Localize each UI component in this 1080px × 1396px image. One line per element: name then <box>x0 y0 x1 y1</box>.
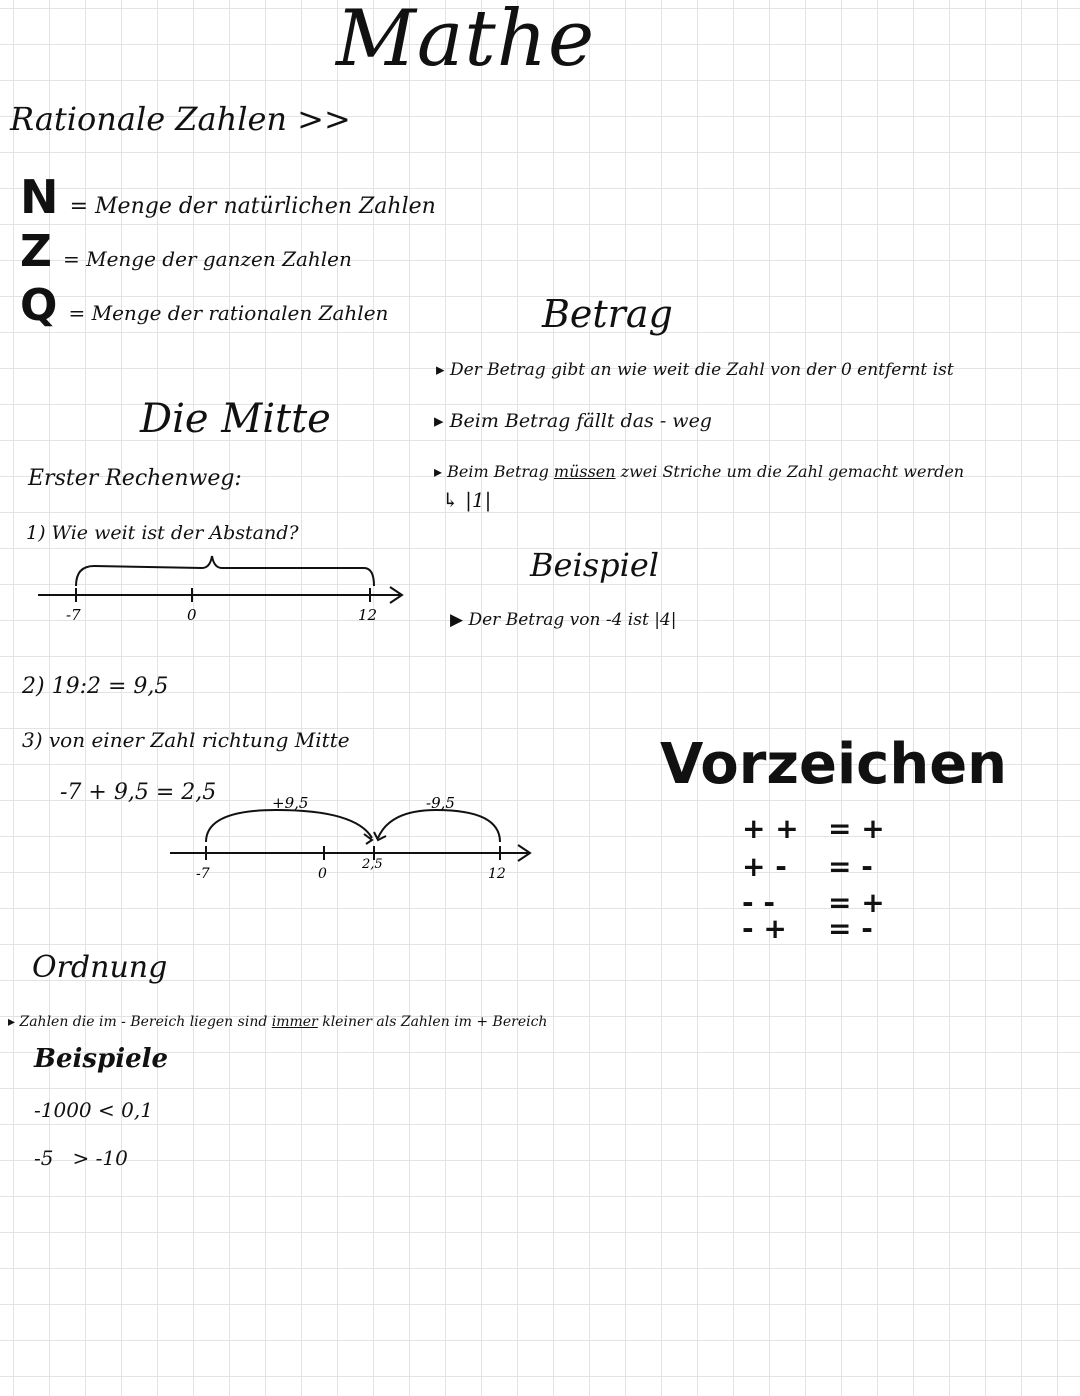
step-2-text: 2) 19:2 = 9,5 <box>22 674 169 699</box>
bullet-text-pre: Beim Betrag <box>447 462 554 481</box>
underlined-word: immer <box>271 1014 318 1030</box>
calculation-text: -7 + 9,5 = 2,5 <box>60 780 217 805</box>
heading-beispiele: Beispiele <box>34 1044 169 1074</box>
bullet-icon: ▸ <box>434 410 450 432</box>
tick-label-0: 0 <box>318 866 327 882</box>
set-text-q: = Menge der rationalen Zahlen <box>68 301 389 325</box>
jump-label-left: +9,5 <box>272 794 309 812</box>
jump-arc-left <box>206 810 372 842</box>
set-row <box>20 170 436 224</box>
bullet-icon: ▶ <box>450 610 469 630</box>
heading-die-mitte: Die Mitte <box>140 396 331 442</box>
tick-label-0: 0 <box>187 606 197 624</box>
sign-rule <box>742 850 873 883</box>
distance-brace <box>76 556 374 586</box>
beispiel-example: Der Betrag von -4 ist |4| <box>468 610 677 630</box>
heading-vorzeichen: Vorzeichen <box>660 732 1008 797</box>
beispiel-text <box>450 610 676 630</box>
set-row <box>20 280 388 331</box>
number-line-1 <box>34 556 414 626</box>
sign-rule-signs: + + <box>742 812 799 845</box>
subheading-erster-rechenweg: Erster Rechenweg: <box>28 466 242 491</box>
step-3-text: 3) von einer Zahl richtung Mitte <box>22 728 350 752</box>
set-text-z: = Menge der ganzen Zahlen <box>63 247 352 271</box>
bullet-text-post: zwei Striche um die Zahl gemacht werden <box>615 462 965 481</box>
tick-label-12: 12 <box>488 866 506 882</box>
tick-label-12: 12 <box>358 606 378 624</box>
bullet-icon: ▸ <box>436 360 450 380</box>
sign-rule-result: = + <box>828 886 885 919</box>
bullet-icon: ▸ <box>434 462 448 481</box>
sign-rule-signs: + - <box>742 850 787 883</box>
ordnung-rule-post: kleiner als Zahlen im + Bereich <box>317 1014 548 1030</box>
sign-rule <box>742 812 885 845</box>
jump-label-right: -9,5 <box>426 794 455 812</box>
heading-betrag: Betrag <box>542 292 673 336</box>
set-row <box>20 226 352 277</box>
set-symbol-q: Q <box>20 280 58 331</box>
heading-beispiel: Beispiel <box>530 546 659 584</box>
bullet-text: Beim Betrag fällt das - weg <box>449 410 712 432</box>
set-symbol-n: N <box>20 170 59 224</box>
tick-label-2-5: 2,5 <box>362 857 383 872</box>
number-line-2 <box>166 796 546 886</box>
jump-arc-right <box>378 810 500 842</box>
sign-rule-signs: - - <box>742 886 775 919</box>
page-title: Mathe <box>336 0 596 84</box>
sign-rule-result: = - <box>828 850 873 883</box>
betrag-bullet-2 <box>434 410 712 432</box>
bullet-text: Der Betrag gibt an wie weit die Zahl von der 0 entfernt ist <box>449 360 954 380</box>
sign-rule-result: = + <box>828 812 885 845</box>
heading-ordnung: Ordnung <box>32 950 168 985</box>
tick-label-neg7: -7 <box>66 606 81 624</box>
ordnung-example: -1000 < 0,1 <box>34 1098 153 1122</box>
ordnung-rule-pre: Zahlen die im - Bereich liegen sind <box>19 1014 272 1030</box>
ordnung-rule <box>8 1014 547 1030</box>
underlined-word: müssen <box>553 462 616 481</box>
ordnung-example: -5 > -10 <box>34 1146 128 1170</box>
sign-rule <box>742 912 873 945</box>
set-symbol-z: Z <box>20 226 52 277</box>
set-text-n: = Menge der natürlichen Zahlen <box>69 194 436 219</box>
sign-rule-signs: - + <box>742 912 787 945</box>
sign-rule-result: = - <box>828 912 873 945</box>
tick-label-neg7: -7 <box>196 866 210 882</box>
betrag-bullet-1 <box>436 360 954 380</box>
bullet-icon: ▸ <box>8 1014 20 1030</box>
betrag-arrow-note: ↳ |1| <box>442 488 492 512</box>
step-1-text: 1) Wie weit ist der Abstand? <box>26 522 299 544</box>
section-header-rationale-zahlen: Rationale Zahlen >> <box>10 100 351 138</box>
betrag-bullet-3 <box>434 462 964 481</box>
